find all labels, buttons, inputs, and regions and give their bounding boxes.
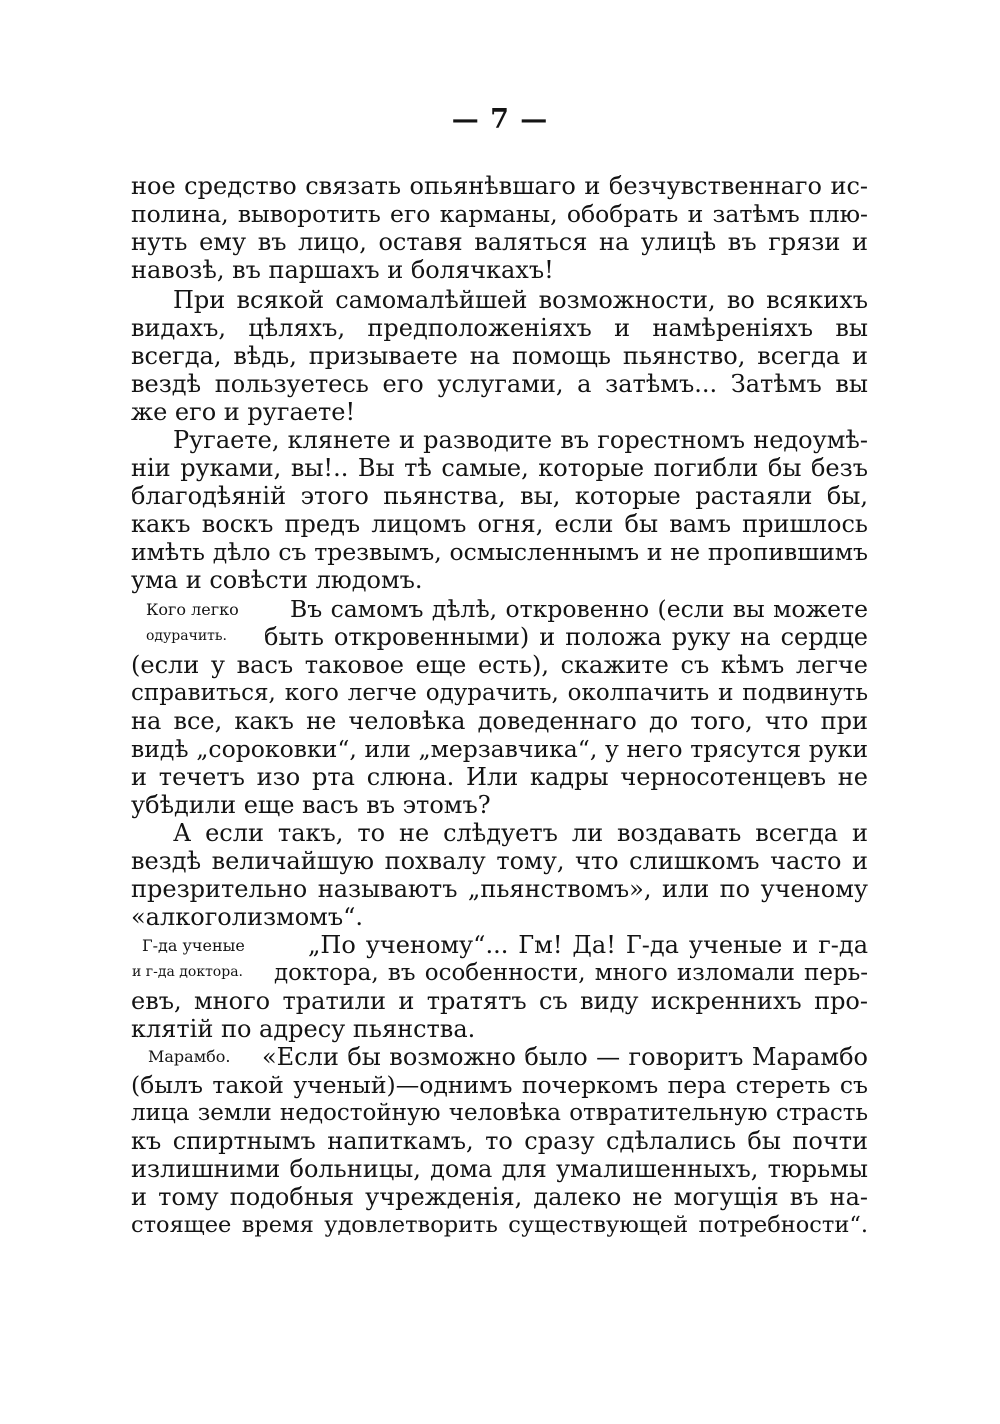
page-number: — 7 —: [451, 104, 549, 135]
text-line: видахъ, цѣляхъ, предположеніяхъ и намѣреніяхъ вы: [131, 314, 868, 342]
text-line: доктора, въ особенности, много изломали перь-: [274, 960, 868, 986]
margin-note: и г-да доктора.: [132, 964, 243, 980]
margin-note: одурачить.: [146, 628, 227, 644]
text-line: видѣ „сороковки“, или „мерзавчика“, у него трясутся руки: [131, 735, 868, 763]
text-line: ніи руками, вы!.. Вы тѣ самые, которые погибли бы безъ: [131, 454, 868, 482]
text-line: имѣть дѣло съ трезвымъ, осмысленнымъ и не пропившимъ: [131, 538, 868, 566]
text-line: всегда, вѣдь, призываете на помощь пьянство, всегда и: [131, 342, 868, 370]
text-line: благодѣяній этого пьянства, вы, которые растаяли бы,: [131, 482, 868, 510]
text-line: быть откровенными) и положа руку на сердце: [264, 623, 868, 651]
text-line: евъ, много тратили и тратятъ съ виду искреннихъ про-: [131, 987, 868, 1015]
text-line: При всякой самомалѣйшей возможности, во всякихъ: [173, 286, 868, 314]
text-line: вездѣ пользуетесь его услугами, а затѣмъ... Затѣмъ вы: [131, 370, 868, 398]
text-line: справиться, кого легче одурачить, околпачить и подвинуть: [131, 680, 868, 706]
text-line: убѣдили еще васъ въ этомъ?: [131, 791, 491, 819]
text-line: «алкоголизмомъ“.: [131, 903, 363, 931]
text-line: излишними больницы, дома для умалишенныхъ, тюрьмы: [131, 1155, 868, 1183]
text-line: навозѣ, въ паршахъ и болячкахъ!: [131, 256, 554, 284]
text-line: вездѣ величайшую похвалу тому, что слишкомъ часто и: [131, 847, 868, 875]
text-line: клятій по адресу пьянства.: [131, 1015, 476, 1043]
text-line: полина, выворотить его карманы, обобрать и затѣмъ плю-: [131, 200, 868, 228]
text-line: „По ученому“... Гм! Да! Г-да ученые и г-да: [308, 931, 868, 959]
text-line: ума и совѣсти людомъ.: [131, 566, 423, 594]
text-line: А если такъ, то не слѣдуетъ ли воздавать всегда и: [173, 819, 868, 847]
text-line: «Если бы возможно было — говоритъ Марамбо: [262, 1043, 868, 1071]
text-line: (если у васъ таковое еще есть), скажите съ кѣмъ легче: [131, 651, 868, 679]
text-line: лица земли недостойную человѣка отвратительную страсть: [131, 1100, 868, 1126]
text-line: презрительно называютъ „пьянствомъ», или по ученому: [131, 875, 868, 903]
text-line: же его и ругаете!: [131, 398, 356, 426]
text-line: нуть ему въ лицо, оставя валяться на улицѣ въ грязи и: [131, 228, 868, 256]
text-line: ное средство связать опьянѣвшаго и безчувственнаго ис-: [131, 172, 868, 200]
text-line: Ругаете, клянете и разводите въ горестномъ недоумѣ-: [173, 426, 868, 454]
text-line: на все, какъ не человѣка доведеннаго до того, что при: [131, 707, 868, 735]
text-line: и течетъ изо рта слюна. Или кадры черносотенцевъ не: [131, 763, 868, 791]
text-line: стоящее время удовлетворить существующей потребности“.: [131, 1212, 868, 1238]
margin-note: Г-да ученые: [142, 936, 245, 955]
text-line: къ спиртнымъ напиткамъ, то сразу сдѣлались бы почти: [131, 1127, 868, 1155]
text-line: какъ воскъ предъ лицомъ огня, если бы вамъ пришлось: [131, 510, 868, 538]
text-line: (былъ такой ученый)—однимъ почеркомъ пера стереть съ: [131, 1071, 868, 1099]
margin-note: Кого легко: [146, 600, 239, 619]
margin-note: Марамбо.: [148, 1047, 231, 1066]
text-line: и тому подобныя учрежденія, далеко не могущія въ на-: [131, 1183, 868, 1211]
text-line: Въ самомъ дѣлѣ, откровенно (если вы можете: [290, 595, 868, 623]
